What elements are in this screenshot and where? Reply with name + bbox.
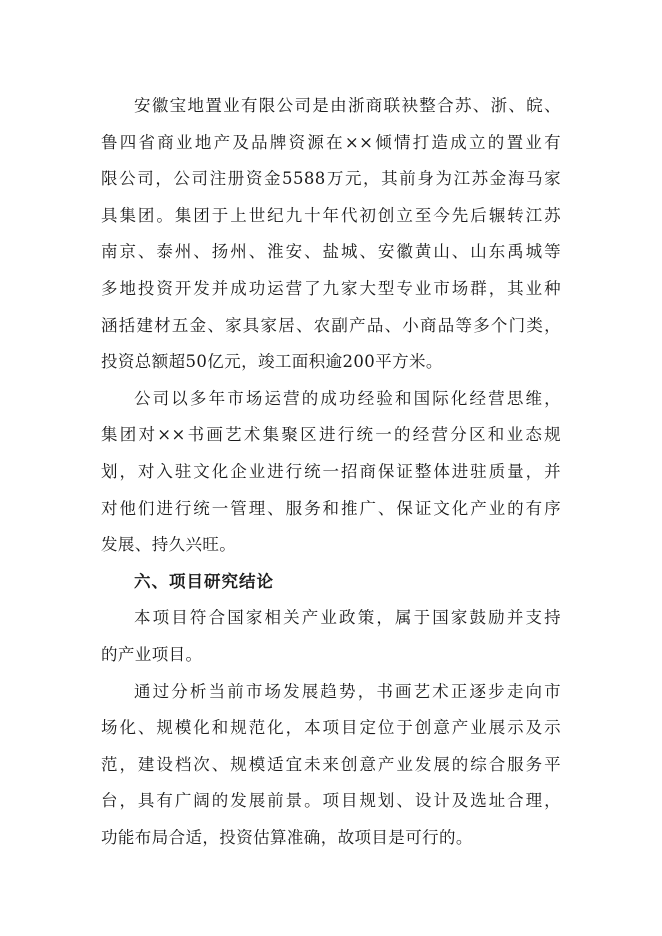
paragraph-policy bbox=[101, 600, 561, 673]
section-heading: 六、项目研究结论 bbox=[134, 571, 274, 591]
text-line: 通过分析当前市场发展趋势，书画艺术正逐步走向市 bbox=[134, 681, 561, 701]
text-line: 安徽宝地置业有限公司是由浙商联袂整合苏、浙、皖、 bbox=[134, 96, 561, 115]
text-line: 多地投资开发并成功运营了九家大型专业市场群，其业种 bbox=[101, 278, 561, 298]
text-line: 范，建设档次、规模适宜未来创意产业发展的综合服务平 bbox=[101, 754, 561, 774]
text-line: 场化、规模化和规范化，本项目定位于创意产业展示及示 bbox=[101, 718, 561, 738]
text-line: 功能布局合适，投资估算准确，故项目是可行的。 bbox=[101, 827, 473, 847]
paragraph-conclusion bbox=[101, 674, 561, 857]
text-line: 集团对××书画艺术集聚区进行统一的经营分区和业态规 bbox=[101, 425, 561, 445]
text-line: 台，具有广阔的发展前景。项目规划、设计及选址合理， bbox=[101, 791, 561, 811]
text-line: 鲁四省商业地产及品牌资源在××倾情打造成立的置业有 bbox=[101, 132, 561, 152]
paragraph-company-intro bbox=[101, 88, 561, 381]
text-line: 公司以多年市场运营的成功经验和国际化经营思维， bbox=[134, 388, 561, 408]
text-line: 投资总额超50亿元，竣工面积逾200平方米。 bbox=[101, 352, 443, 372]
paragraph-operation bbox=[101, 381, 561, 564]
text-line: 的产业项目。 bbox=[101, 644, 203, 664]
text-line: 南京、泰州、扬州、淮安、盐城、安徽黄山、山东禹城等 bbox=[101, 242, 561, 262]
text-line: 对他们进行统一管理、服务和推广、保证文化产业的有序 bbox=[101, 498, 561, 518]
text-line: 限公司，公司注册资金5588万元，其前身为江苏金海马家 bbox=[101, 169, 561, 189]
text-line: 本项目符合国家相关产业政策，属于国家鼓励并支持 bbox=[134, 608, 561, 628]
document-page bbox=[101, 88, 561, 856]
text-line: 划，对入驻文化企业进行统一招商保证整体进驻质量，并 bbox=[101, 461, 561, 481]
text-line: 涵括建材五金、家具家居、农副产品、小商品等多个门类， bbox=[101, 315, 561, 335]
text-line: 具集团。集团于上世纪九十年代初创立至今先后辗转江苏 bbox=[101, 205, 561, 225]
text-line: 发展、持久兴旺。 bbox=[101, 535, 237, 555]
